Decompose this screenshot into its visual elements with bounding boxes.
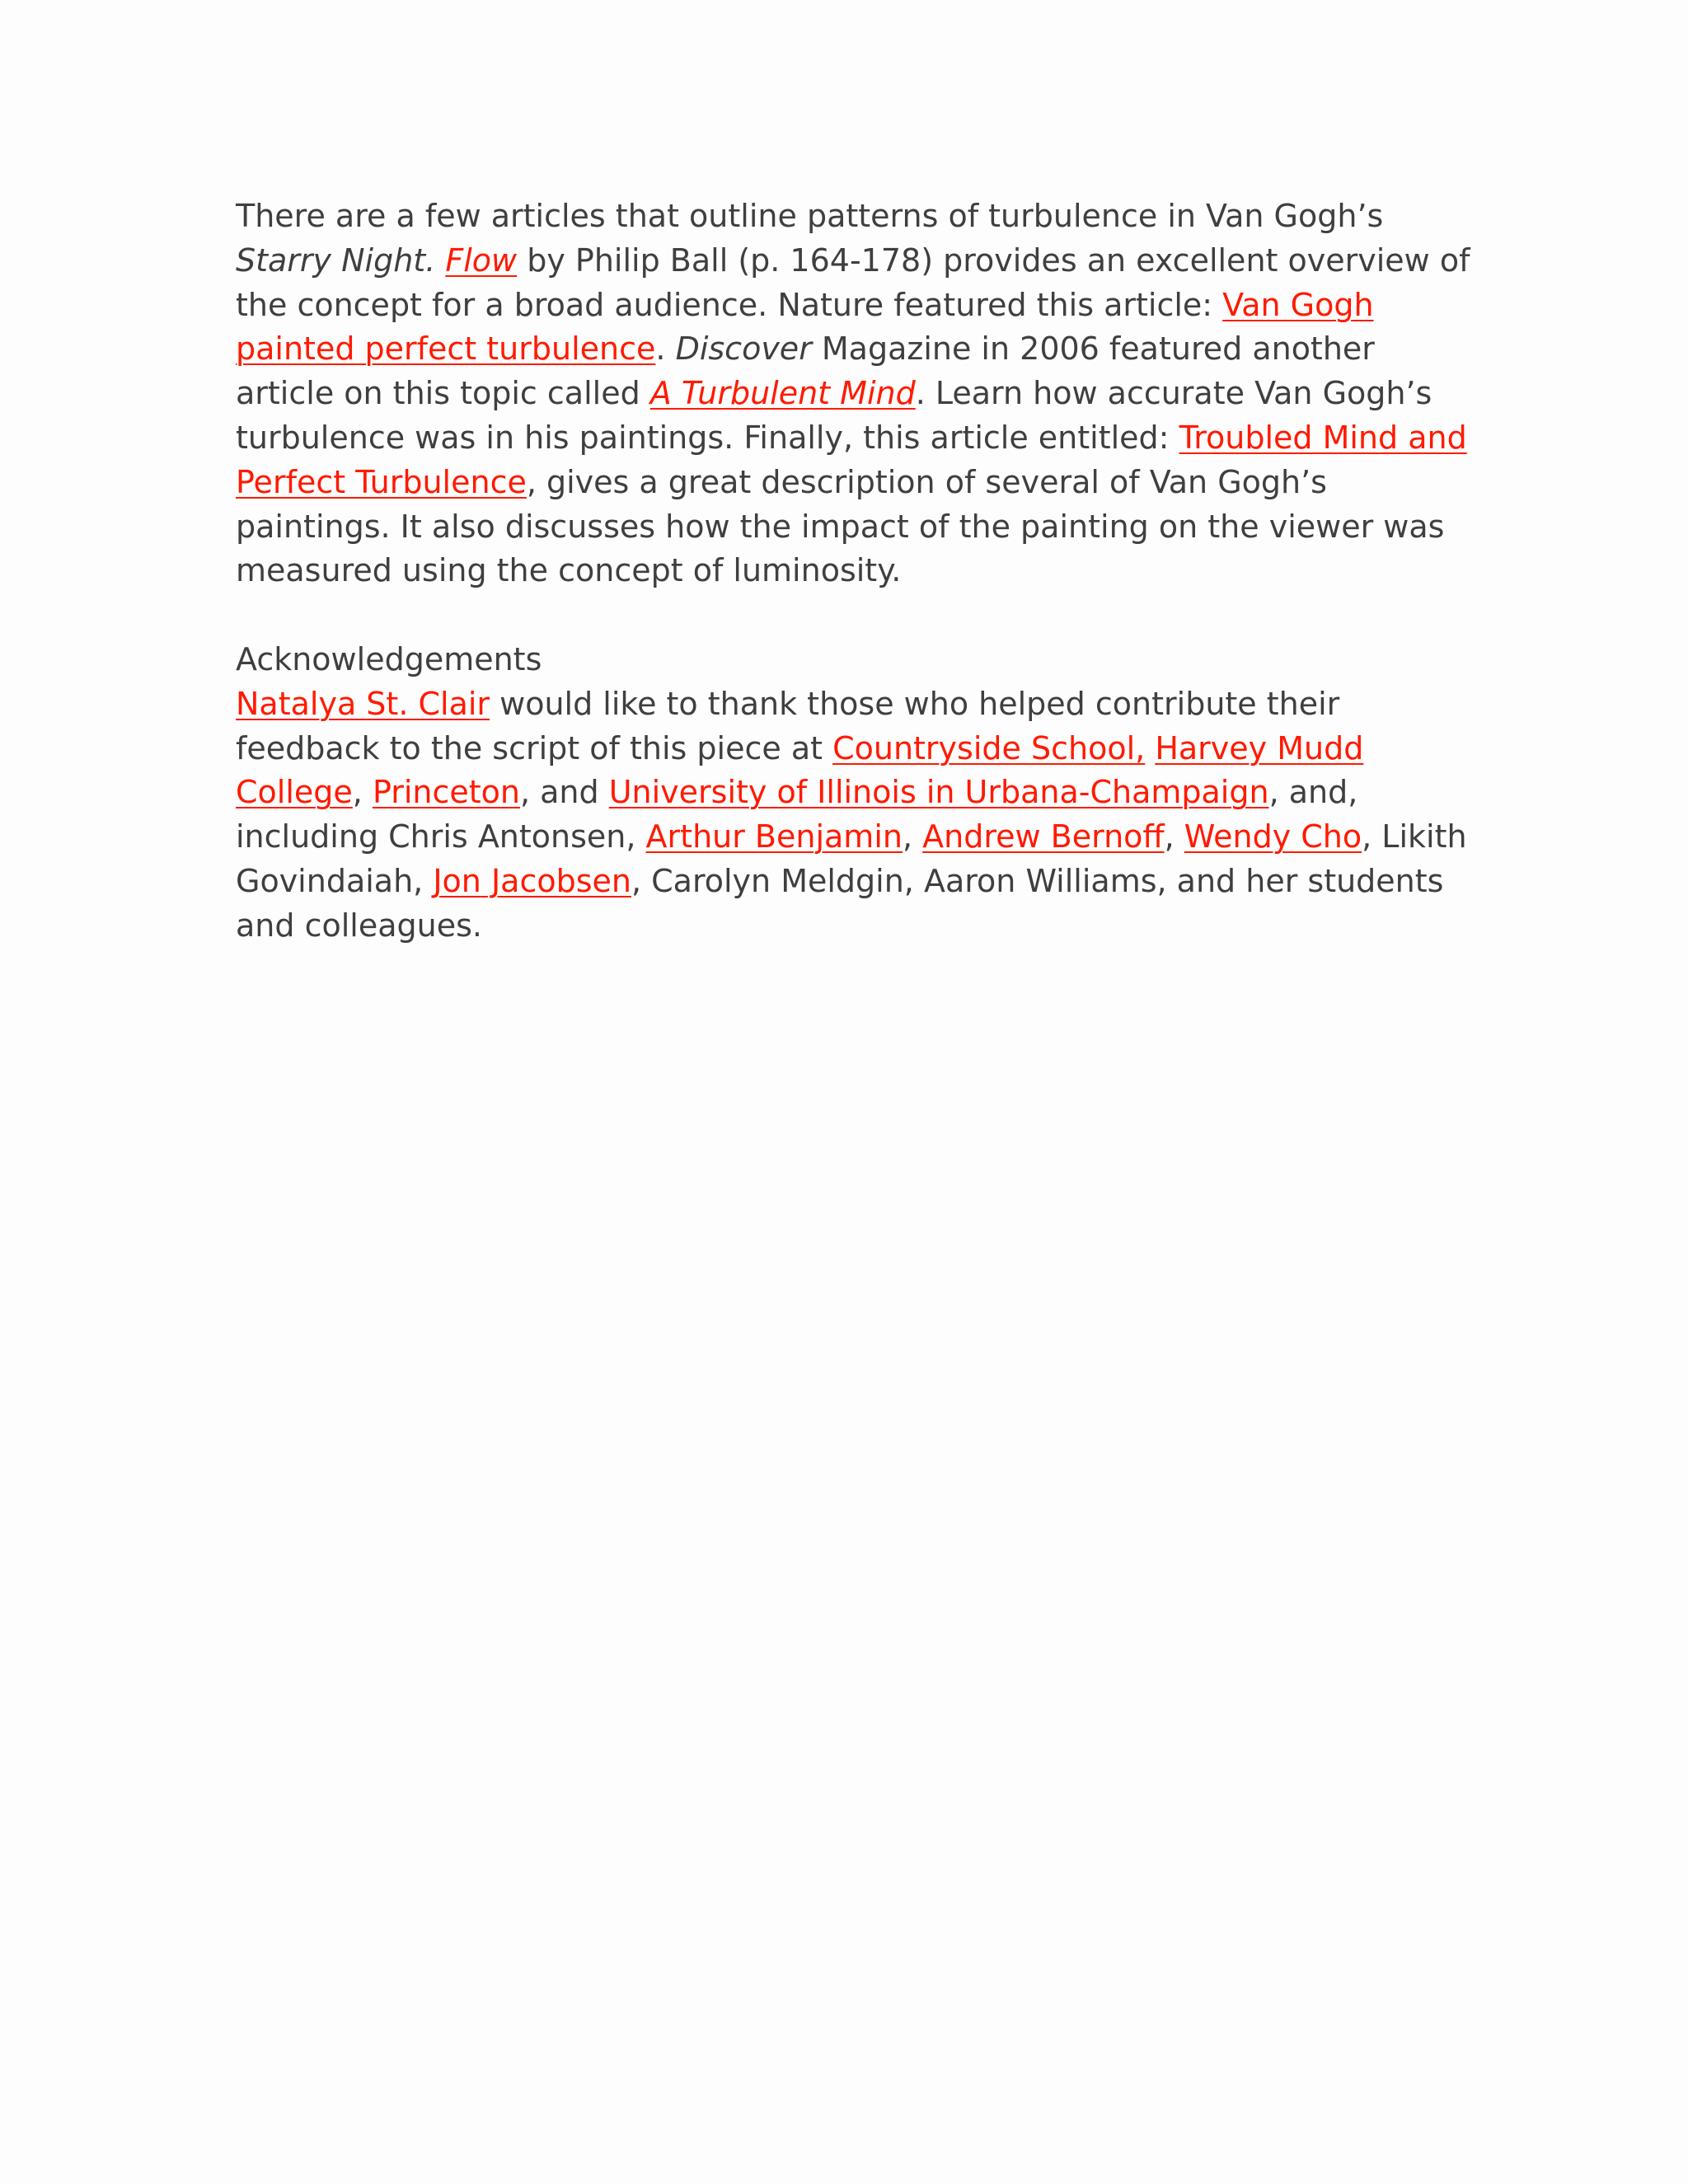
paragraph-spacer [236, 593, 1472, 638]
flow-link-label: Flow [445, 241, 518, 279]
a-turbulent-mind-link[interactable] [650, 375, 916, 411]
text: , [352, 774, 373, 811]
van-gogh-painted-perfect-turbulence-link[interactable]: Van Gogh painted perfect turbulence [236, 286, 1374, 368]
natalya-st-clair-link[interactable]: Natalya St. Clair [236, 685, 490, 722]
jon-jacobsen-link[interactable]: Jon Jacobsen [433, 862, 631, 899]
discover-title: Discover [675, 330, 812, 368]
articles-paragraph [236, 194, 1472, 593]
a-turbulent-mind-link-label: A Turbulent Mind [649, 375, 916, 412]
text: . Learn how accurate Van Gogh’s turbulence was in his paintings. Finally, this article entitled: [236, 375, 1432, 456]
text: , Carolyn Meldgin, Aaron Williams, and her students and colleagues. [236, 862, 1444, 944]
troubled-mind-link[interactable]: Troubled Mind and Perfect Turbulence [236, 419, 1467, 500]
acknowledgements-paragraph [236, 682, 1472, 949]
text: by Philip Ball (p. 164-178) provides an excellent overview of the concept for a broad audience. Nature featured this article: [236, 241, 1470, 323]
text: , [1164, 818, 1184, 855]
text [1145, 730, 1155, 766]
countryside-school-link[interactable]: Countryside School, [832, 729, 1146, 766]
text: There are a few articles that outline patterns of turbulence in Van Gogh’s [236, 198, 1384, 234]
document-page [236, 194, 1472, 949]
princeton-link[interactable]: Princeton [372, 774, 520, 811]
text: , Likith Govindaiah, [236, 818, 1467, 899]
text: Magazine in 2006 featured another article on this topic called [236, 330, 1375, 412]
flow-link[interactable] [445, 242, 517, 279]
andrew-bernoff-link[interactable]: Andrew Bernoff [922, 818, 1165, 855]
university-of-illinois-link[interactable]: University of Illinois in Urbana-Champaign [608, 774, 1269, 811]
text [435, 242, 445, 279]
acknowledgements-heading: Acknowledgements [236, 640, 542, 677]
wendy-cho-link[interactable]: Wendy Cho [1184, 818, 1362, 855]
harvey-mudd-college-link[interactable]: Harvey Mudd College [236, 729, 1364, 811]
text: would like to thank those who helped contribute their feedback to the script of this piece at [236, 685, 1340, 766]
text: . [655, 330, 676, 368]
starry-night-title: Starry Night. [236, 241, 436, 279]
text: , [902, 818, 923, 855]
text: , and [519, 774, 609, 811]
arthur-benjamin-link[interactable]: Arthur Benjamin [645, 818, 903, 855]
text: , and, including Chris Antonsen, [236, 774, 1358, 855]
text: , gives a great description of several of Van Gogh’s paintings. It also discusses how the impact of the painting on the viewer was measured using the concept of luminosity. [236, 463, 1445, 589]
